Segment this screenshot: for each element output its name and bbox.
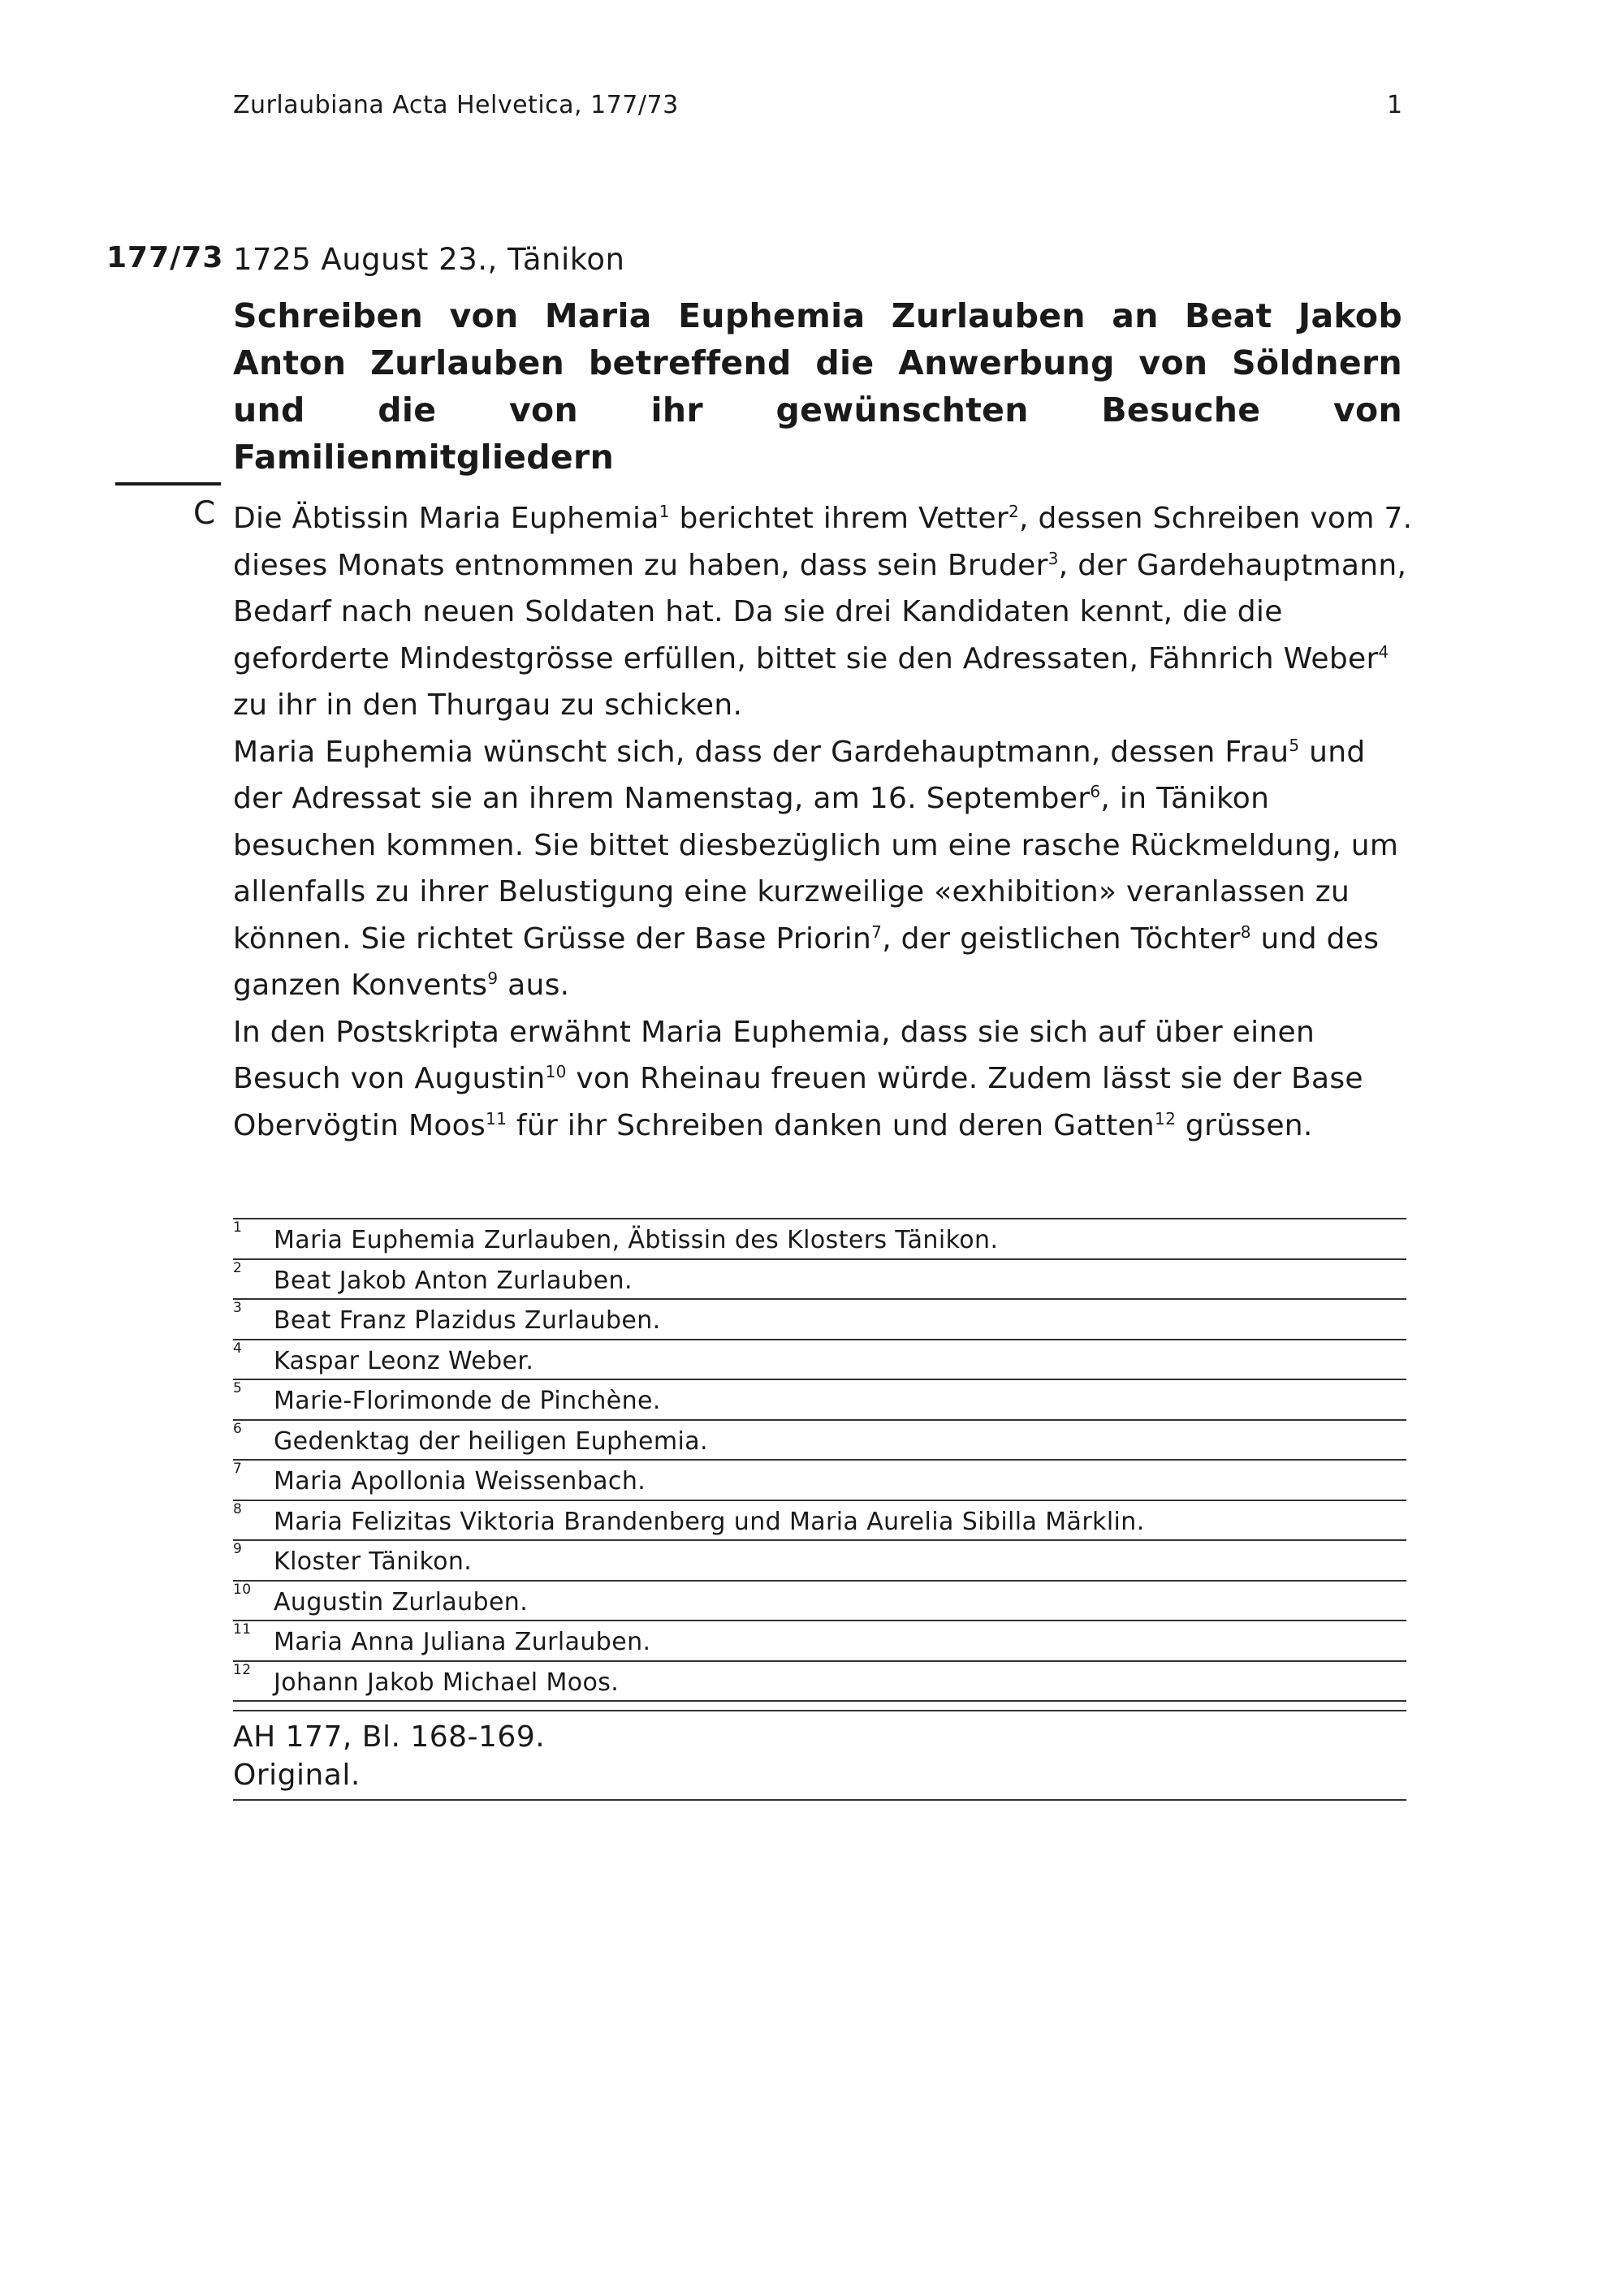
footnote-text: Kaspar Leonz Weber. (274, 1346, 534, 1375)
footnote-text: Kloster Tänikon. (274, 1547, 473, 1576)
footnotes (233, 1218, 1406, 1702)
footnote (233, 1501, 1406, 1542)
footnote-number: 5 (233, 1380, 243, 1396)
header-collection-title: Zurlaubiana Acta Helvetica, 177/73 (233, 91, 679, 119)
footnote-text: Gedenktag der heiligen Euphemia. (274, 1426, 708, 1456)
footnote-text: Marie-Florimonde de Pinchène. (274, 1387, 661, 1415)
footnote-text: Johann Jakob Michael Moos. (274, 1668, 620, 1697)
footnote-ref[interactable]: 11 (486, 1108, 508, 1129)
footnote-ref[interactable]: 8 (1240, 921, 1251, 942)
summary-paragraph-3: In den Postskripta erwähnt Maria Euphemia, dass sie sich auf über einen Besuch von Augustin$^{10}$ von Rheinau freuen würde. Zudem lässt sie der Base Obervögtin Moos$^{11}$ für ihr Schreiben danken und deren Gatten$^{12}$ grüssen. (233, 1015, 1363, 1142)
footnote (233, 1219, 1406, 1260)
footnote-number: 6 (233, 1420, 243, 1437)
page-number: 1 (1387, 91, 1403, 119)
footnote-ref[interactable]: 5 (1289, 735, 1300, 755)
footnote-ref[interactable]: 2 (1009, 502, 1020, 521)
footnote-ref[interactable]: 7 (871, 921, 883, 942)
footnote (233, 1380, 1406, 1421)
footnote (233, 1541, 1406, 1582)
footnote-text: Maria Felizitas Viktoria Brandenberg und Maria Aurelia Sibilla Märklin. (274, 1507, 1145, 1536)
footnote (233, 1662, 1406, 1703)
footnote (233, 1300, 1406, 1340)
summary-paragraph-2: Maria Euphemia wünscht sich, dass der Gardehauptmann, dessen Frau$^5$ und der Adressat sie an ihrem Namenstag, am 16. September$^6$, in Tänikon besuchen kommen. Sie bittet diesbezüglich um eine rasche Rückmeldung, um allenfalls zu ihrer Belustigung eine kurzweilige «exhibition» veranlassen zu können. Sie richtet Grüsse der Base Priorin$^7$, der geistlichen Töchter$^8$ und des ganzen Konvents$^9$ aus. (233, 735, 1399, 1002)
footnote-ref[interactable]: 3 (1047, 548, 1059, 568)
footnote-text: Maria Anna Juliana Zurlauben. (274, 1628, 651, 1656)
footnote (233, 1582, 1406, 1622)
footnote-text: Beat Franz Plazidus Zurlauben. (274, 1306, 661, 1335)
document-number: 177/73 (106, 241, 224, 274)
footnote-text: Augustin Zurlauben. (274, 1587, 529, 1616)
footnote-number: 8 (233, 1500, 243, 1517)
source-info (233, 1710, 1406, 1801)
footnote-number: 7 (233, 1461, 243, 1477)
footnote-text: Maria Apollonia Weissenbach. (274, 1467, 646, 1495)
footnote (233, 1260, 1406, 1301)
footnote-number: 4 (233, 1340, 243, 1357)
footnote-number: 2 (233, 1259, 243, 1276)
margin-letter: C (193, 495, 216, 532)
footnote-ref[interactable]: 9 (487, 969, 499, 988)
footnote-ref[interactable]: 4 (1378, 641, 1389, 662)
footnote-number: 11 (233, 1621, 252, 1638)
source-signature: AH 177, Bl. 168-169. (233, 1720, 546, 1754)
footnote-number: 1 (233, 1219, 243, 1236)
footnote-ref[interactable]: 6 (1090, 782, 1101, 801)
footnote-number: 3 (233, 1300, 243, 1316)
footnote-ref[interactable]: 12 (1155, 1108, 1177, 1129)
footnote-text: Maria Euphemia Zurlauben, Äbtissin des Klosters Tänikon. (274, 1226, 999, 1254)
footnote-text: Beat Jakob Anton Zurlauben. (274, 1266, 633, 1295)
summary (233, 495, 1419, 1149)
source-type: Original. (233, 1759, 361, 1792)
footnote-ref[interactable]: 10 (545, 1062, 567, 1081)
footnote-number: 10 (233, 1581, 252, 1598)
margin-rule (115, 482, 221, 486)
footnote-number: 9 (233, 1541, 243, 1557)
footnote (233, 1340, 1406, 1381)
footnote (233, 1421, 1406, 1461)
footnote-number: 12 (233, 1661, 252, 1678)
summary-paragraph-1: Die Äbtissin Maria Euphemia$^1$ berichtet ihrem Vetter$^2$, dessen Schreiben vom 7. dieses Monats entnommen zu haben, dass sein Bruder$^3$, der Gardehauptmann, Bedarf nach neuen Soldaten hat. Da sie drei Kandidaten kennt, die die geforderte Mindestgrösse erfüllen, bittet sie den Adressaten, Fähnrich Weber$^4$ zu ihr in den Thurgau zu schicken. (233, 502, 1413, 722)
document-date-place: 1725 August 23., Tänikon (233, 242, 625, 277)
footnote (233, 1621, 1406, 1662)
footnote (233, 1461, 1406, 1501)
document-title: Schreiben von Maria Euphemia Zurlauben an Beat Jakob Anton Zurlauben betreffend die Anwerbung von Söldnern und die von ihr gewünschten Besuche von Familienmitgliedern (233, 296, 1402, 477)
footnote-ref[interactable]: 1 (659, 502, 670, 521)
